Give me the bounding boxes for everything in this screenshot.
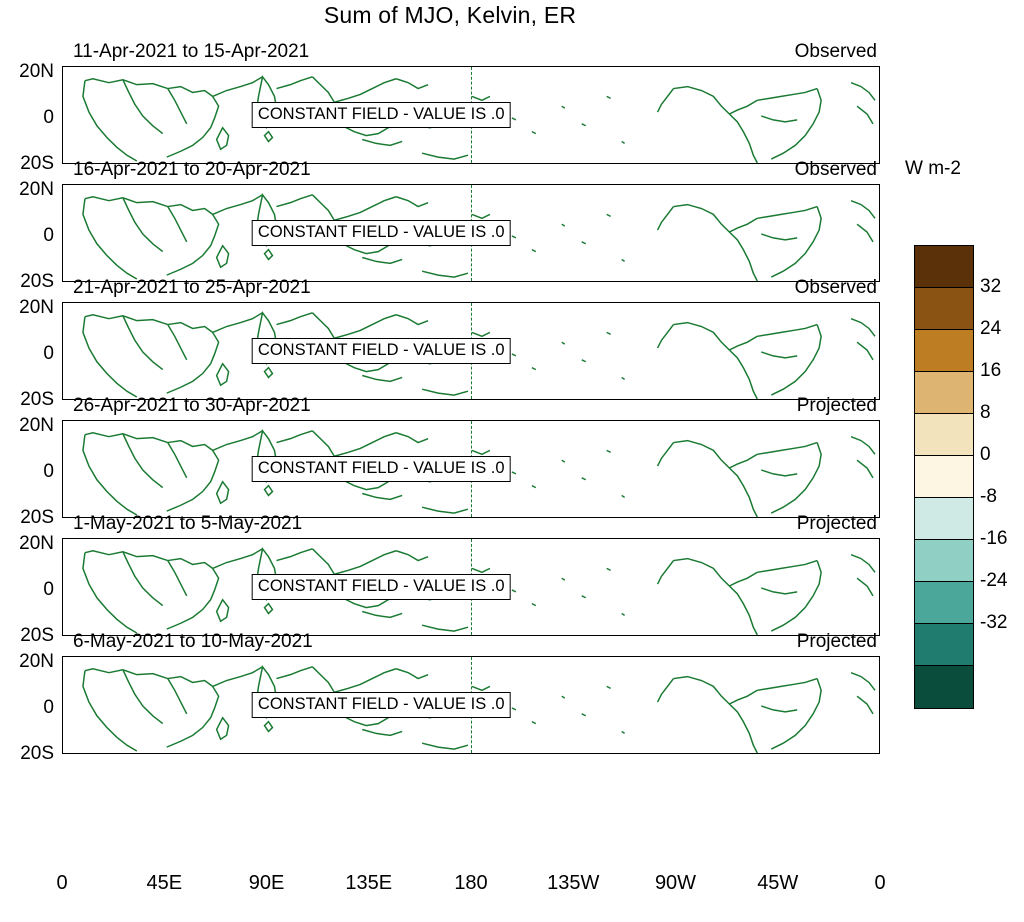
colorbar-cell xyxy=(915,246,973,288)
panel-period-label: 26-Apr-2021 to 30-Apr-2021 xyxy=(73,395,311,416)
x-tick-180: 180 xyxy=(454,872,488,894)
x-axis-labels xyxy=(56,872,886,902)
y-axis-labels-panel-4 xyxy=(0,415,58,528)
y-tick-0: 0 xyxy=(43,107,54,128)
x-tick-135w: 135W xyxy=(547,872,600,894)
panel-period-label: 11-Apr-2021 to 15-Apr-2021 xyxy=(73,41,310,62)
y-tick-20s: 20S xyxy=(20,507,54,528)
colorbar-tick-neg16: -16 xyxy=(980,528,1008,549)
y-tick-0: 0 xyxy=(43,579,54,600)
colorbar-tick-8: 8 xyxy=(980,402,991,423)
colorbar-cell xyxy=(915,666,973,708)
map-panel[interactable] xyxy=(62,277,880,400)
y-axis-labels-panel-2 xyxy=(0,179,58,292)
y-tick-20n: 20N xyxy=(19,179,54,200)
y-axis-labels-panel-1 xyxy=(0,61,58,174)
x-tick-45w: 45W xyxy=(757,872,799,894)
constant-field-note: CONSTANT FIELD - VALUE IS .0 xyxy=(252,338,511,364)
colorbar-tick-neg24: -24 xyxy=(980,570,1008,591)
map-panel[interactable] xyxy=(62,513,880,636)
constant-field-note: CONSTANT FIELD - VALUE IS .0 xyxy=(252,102,511,128)
constant-field-note: CONSTANT FIELD - VALUE IS .0 xyxy=(252,692,511,718)
panel-status-label: Observed xyxy=(794,277,877,298)
map-panel[interactable] xyxy=(62,41,880,164)
y-tick-0: 0 xyxy=(43,343,54,364)
colorbar-cell xyxy=(915,456,973,498)
panel-period-label: 6-May-2021 to 10-May-2021 xyxy=(73,631,313,652)
y-axis-labels-panel-6 xyxy=(0,651,58,764)
y-tick-20n: 20N xyxy=(19,297,54,318)
colorbar-cell xyxy=(915,372,973,414)
panel-status-label: Projected xyxy=(796,395,877,416)
y-tick-20n: 20N xyxy=(19,651,54,672)
constant-field-note: CONSTANT FIELD - VALUE IS .0 xyxy=(252,220,511,246)
colorbar-cell xyxy=(915,582,973,624)
y-axis-labels-panel-3 xyxy=(0,297,58,410)
x-tick-45e: 45E xyxy=(146,872,183,894)
y-tick-20s: 20S xyxy=(20,625,54,646)
panel-status-label: Projected xyxy=(796,631,877,652)
y-tick-20s: 20S xyxy=(20,271,54,292)
x-tick-360: 0 xyxy=(874,872,886,894)
colorbar-cell xyxy=(915,540,973,582)
panel-period-label: 16-Apr-2021 to 20-Apr-2021 xyxy=(73,159,311,180)
x-tick-135e: 135E xyxy=(345,872,393,894)
y-tick-20n: 20N xyxy=(19,415,54,436)
colorbar-tick-neg8: -8 xyxy=(980,486,997,507)
colorbar-tick-16: 16 xyxy=(980,360,1002,381)
map-panel[interactable] xyxy=(62,159,880,282)
colorbar-tick-32: 32 xyxy=(980,276,1002,297)
colorbar-cell xyxy=(915,414,973,456)
constant-field-note: CONSTANT FIELD - VALUE IS .0 xyxy=(252,456,511,482)
colorbar-cell xyxy=(915,498,973,540)
colorbar-cell xyxy=(915,288,973,330)
map-panel[interactable] xyxy=(62,631,880,754)
panel-status-label: Observed xyxy=(794,159,877,180)
colorbar-tick-24: 24 xyxy=(980,318,1002,339)
y-tick-20s: 20S xyxy=(20,389,54,410)
x-tick-90e: 90E xyxy=(248,872,285,894)
colorbar xyxy=(914,245,974,709)
y-tick-20n: 20N xyxy=(19,533,54,554)
y-tick-20n: 20N xyxy=(19,61,54,82)
panel-status-label: Observed xyxy=(794,41,877,62)
colorbar-tick-0: 0 xyxy=(980,444,991,465)
map-panel[interactable] xyxy=(62,395,880,518)
constant-field-note: CONSTANT FIELD - VALUE IS .0 xyxy=(252,574,511,600)
panel-stack xyxy=(62,41,880,774)
y-tick-20s: 20S xyxy=(20,153,54,174)
y-tick-0: 0 xyxy=(43,461,54,482)
x-tick-0: 0 xyxy=(56,872,68,894)
panel-period-label: 21-Apr-2021 to 25-Apr-2021 xyxy=(73,277,311,298)
y-tick-0: 0 xyxy=(43,225,54,246)
y-tick-20s: 20S xyxy=(20,743,54,764)
panel-period-label: 1-May-2021 to 5-May-2021 xyxy=(73,513,303,534)
y-tick-0: 0 xyxy=(43,697,54,718)
colorbar-cell xyxy=(915,624,973,666)
panel-status-label: Projected xyxy=(796,513,877,534)
colorbar-tick-neg32: -32 xyxy=(980,612,1008,633)
x-tick-90w: 90W xyxy=(654,872,697,894)
colorbar-unit-label: W m-2 xyxy=(905,158,961,179)
y-axis-labels-panel-5 xyxy=(0,533,58,646)
colorbar-cell xyxy=(915,330,973,372)
page-title: Sum of MJO, Kelvin, ER xyxy=(323,2,577,28)
